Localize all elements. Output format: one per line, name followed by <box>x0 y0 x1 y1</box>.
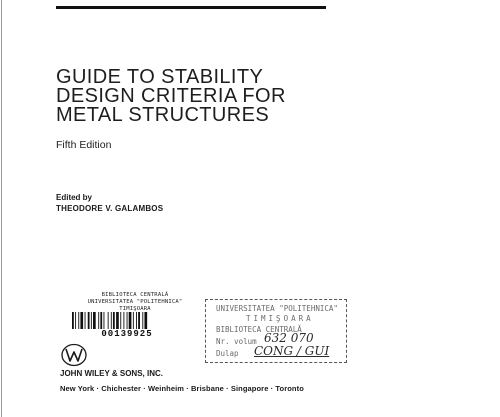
university-stamp <box>205 299 347 363</box>
edition: Fifth Edition <box>56 139 112 151</box>
page-edge <box>1 0 2 417</box>
publisher-cities: New York · Chichester · Weinheim · Brisbane · Singapore · Toronto <box>60 384 304 393</box>
handwritten-shelf-mark: CONG / GUI <box>254 344 330 358</box>
barcode <box>71 312 183 329</box>
publisher-logo-icon <box>60 343 88 367</box>
library-stamp-line-3: TIMIŞOARA <box>119 306 151 312</box>
library-stamp-line-2: UNIVERSITATEA "POLITEHNICA" <box>87 299 183 305</box>
title-line-3: METAL STRUCTURES <box>56 104 270 126</box>
title-line-1: GUIDE TO STABILITY <box>56 66 264 88</box>
stamp-line-shelf: Dulap <box>216 349 239 358</box>
edited-by-label: Edited by <box>56 193 93 202</box>
barcode-number: 00139925 <box>101 329 153 339</box>
stamp-line-university: UNIVERSITATEA "POLITEHNICA" <box>216 304 338 313</box>
top-rule <box>56 6 326 9</box>
stamp-line-library: BIBLIOTECA CENTRALĂ <box>216 325 302 334</box>
publisher-name: JOHN WILEY & SONS, INC. <box>60 369 163 378</box>
handwritten-volume-number: 632 070 <box>264 331 314 345</box>
editor-name: THEODORE V. GALAMBOS <box>56 204 164 213</box>
stamp-line-city: TIMIŞOARA <box>246 314 314 323</box>
library-stamp-line-1: BIBLIOTECA CENTRALĂ <box>101 292 169 298</box>
title-line-2: DESIGN CRITERIA FOR <box>56 85 286 107</box>
stamp-line-volume: Nr. volum <box>216 337 257 346</box>
